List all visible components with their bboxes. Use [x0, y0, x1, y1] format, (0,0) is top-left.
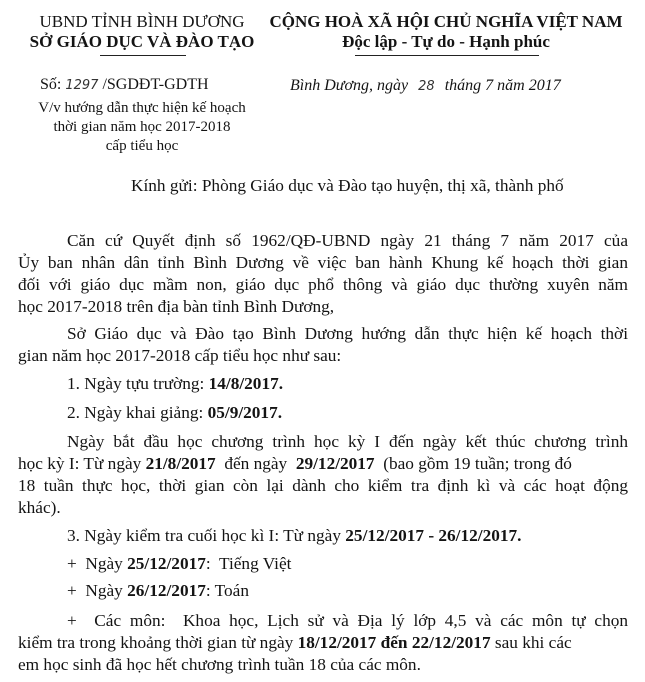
subject-line-3: cấp tiểu học — [105, 138, 179, 154]
para1-line4: học 2017-2018 trên địa bàn tỉnh Bình Dương, — [18, 297, 335, 316]
para1-line1: Căn cứ Quyết định số 1962/QĐ-UBND ngày 21 tháng 7 năm 2017 của — [67, 231, 628, 250]
doc-no-prefix: Số: — [40, 76, 62, 93]
optional-exam-range: 18/12/2017 đến 22/12/2017 — [297, 633, 491, 652]
para3-text-a: học kỳ I: Từ ngày — [18, 454, 146, 473]
semester-start-date: 21/8/2017 — [145, 454, 216, 473]
subject-line-2: thời gian năm học 2017-2018 — [53, 119, 231, 135]
nation-title: CỘNG HOÀ XÃ HỘI CHỦ NGHĨA VIỆT NAM — [269, 12, 623, 31]
sub-item-2 — [67, 580, 249, 602]
semester-end-date: 29/12/2017 — [295, 454, 375, 473]
sub-item-1-subject: : Tiếng Việt — [205, 554, 292, 573]
para1-line2: Ủy ban nhân dân tỉnh Bình Dương về việc ban hành Khung kế hoạch thời gian — [18, 253, 628, 272]
date-month-year: tháng 7 năm 2017 — [444, 77, 561, 94]
issue-date — [290, 76, 561, 97]
document-number — [40, 75, 209, 96]
subject-line-1: V/v hướng dẫn thực hiện kế hoạch — [38, 100, 246, 116]
para4-line2 — [18, 632, 572, 654]
sub-item-1 — [67, 553, 291, 575]
para3-line2 — [18, 453, 572, 475]
sub-item-2-a: + Ngày — [67, 581, 128, 600]
item-1 — [67, 373, 283, 395]
para1-line3: đối với giáo dục mầm non, giáo dục phổ thông và giáo dục thường xuyên năm — [18, 275, 628, 294]
sub-item-2-subject: : Toán — [205, 581, 249, 600]
date-place: Bình Dương, ngày — [290, 77, 409, 94]
item-2 — [67, 402, 282, 424]
para3-text-e: (bao gồm 19 tuần; trong đó — [374, 454, 572, 473]
agency-parent: UBND TỈNH BÌNH DƯƠNG — [39, 12, 245, 31]
item-1-date: 14/8/2017. — [208, 374, 284, 393]
motto-underline — [355, 55, 539, 56]
para4-line1: + Các môn: Khoa học, Lịch sử và Địa lý lớp 4,5 và các môn tự chọn — [67, 611, 628, 630]
doc-no-suffix: /SGDĐT-GDTH — [102, 76, 209, 93]
para2-line2: gian năm học 2017-2018 cấp tiểu học như sau: — [18, 346, 342, 365]
para4-line3: em học sinh đã học hết chương trình tuần 18 của các môn. — [18, 655, 421, 674]
sub-item-2-date: 26/12/2017 — [127, 581, 206, 600]
para4-text-a: kiểm tra trong khoảng thời gian từ ngày — [18, 633, 298, 652]
item-3 — [67, 525, 521, 547]
agency-underline — [100, 55, 186, 56]
para3-line4: khác). — [18, 498, 61, 517]
sub-item-1-date: 25/12/2017 — [127, 554, 206, 573]
item-2-label: 2. Ngày khai giảng: — [67, 403, 208, 422]
para3-line1: Ngày bắt đầu học chương trình học kỳ I đến ngày kết thúc chương trình — [67, 432, 628, 451]
date-day-handwritten: 28 — [418, 79, 435, 94]
sub-item-1-a: + Ngày — [67, 554, 128, 573]
para3-text-c: đến ngày — [215, 454, 296, 473]
doc-no-handwritten: 1297 — [65, 78, 99, 93]
agency-name: SỞ GIÁO DỤC VÀ ĐÀO TẠO — [29, 32, 255, 51]
item-3-label: 3. Ngày kiểm tra cuối học kì I: Từ ngày — [67, 526, 346, 545]
item-2-date: 05/9/2017. — [207, 403, 283, 422]
item-1-label: 1. Ngày tựu trường: — [67, 374, 209, 393]
motto: Độc lập - Tự do - Hạnh phúc — [342, 32, 550, 51]
para3-line3: 18 tuần thực học, thời gian còn lại dành cho kiểm tra định kì và các hoạt động — [18, 476, 628, 495]
para4-text-c: sau khi các — [490, 633, 572, 652]
para2-line1: Sở Giáo dục và Đào tạo Bình Dương hướng dẫn thực hiện kế hoạch thời — [67, 324, 628, 343]
item-3-range: 25/12/2017 - 26/12/2017. — [345, 526, 522, 545]
recipient: Kính gửi: Phòng Giáo dục và Đào tạo huyện, thị xã, thành phố — [131, 176, 564, 195]
